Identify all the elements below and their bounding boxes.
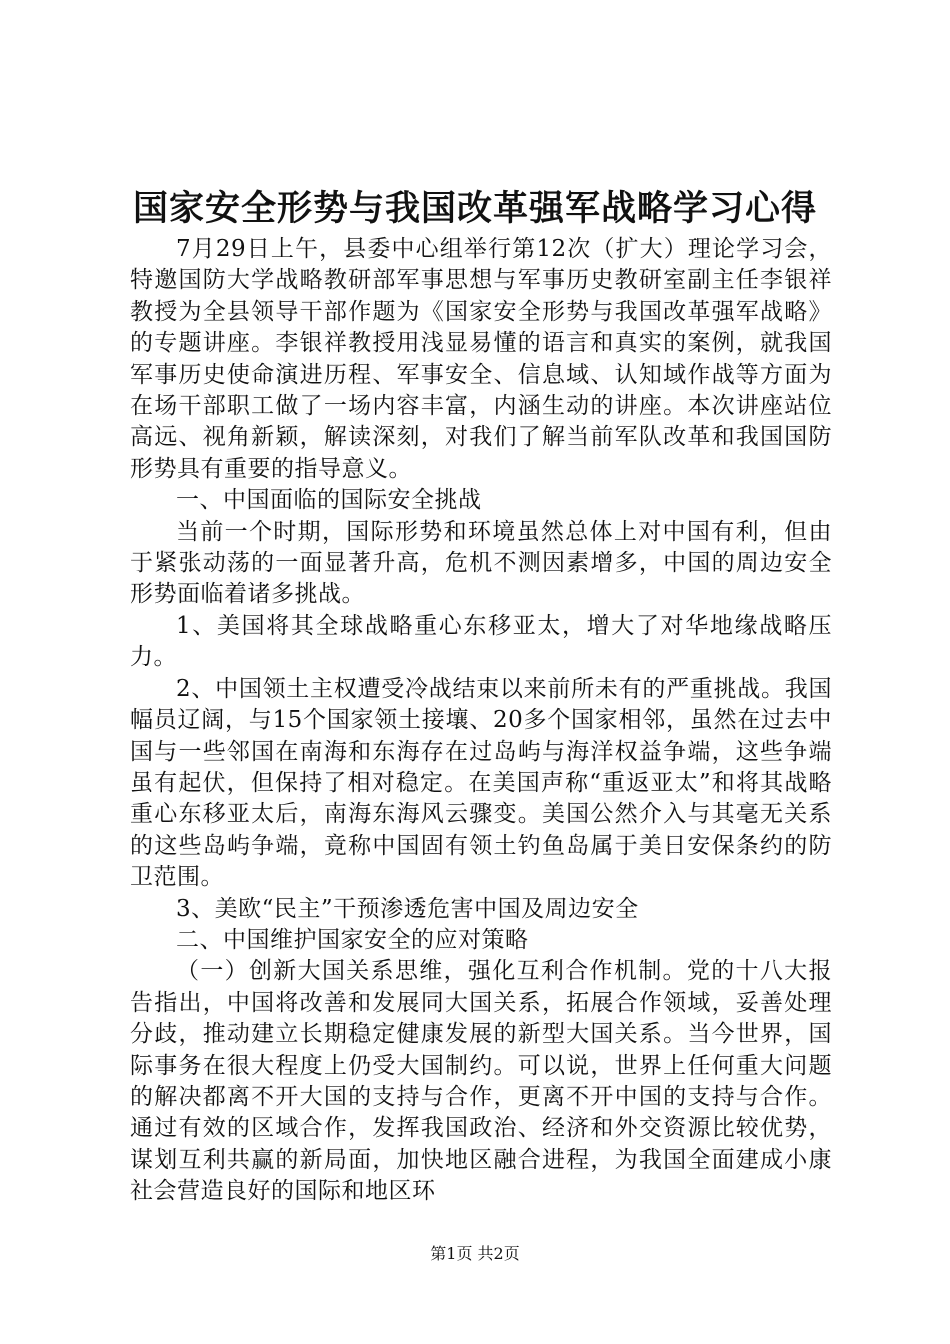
list-item-2: 2、中国领土主权遭受冷战结束以来前所未有的严重挑战。我国幅员辽阔，与15个国家领土接壤、20多个国家相邻，虽然在过去中国与一些邻国在南海和东海存在过岛屿与海洋权益争端，这些争端虽有起伏，但保持了相对稳定。在美国声称“重返亚太”和将其战略重心东移亚太后，南海东海风云骤变。美国公然介入与其毫无关系的这些岛屿争端，竟称中国固有领土钓鱼岛属于美日安保条约的防卫范围。 (130, 675, 832, 891)
page-footer: 第1页 共2页 (430, 1244, 520, 1263)
section-heading-2: 二、中国维护国家安全的应对策略 (176, 926, 529, 953)
paragraph-intro: 7月29日上午，县委中心组举行第12次（扩大）理论学习会，特邀国防大学战略教研部军事思想与军事历史教研室副主任李银祥教授为全县领导干部作题为《国家安全形势与我国改革强军战略》的专题讲座。李银祥教授用浅显易懂的语言和真实的案例，就我国军事历史使命演进历程、军事安全、信息域、认知域作战等方面为在场干部职工做了一场内容丰富，内涵生动的讲座。本次讲座站位高远、视角新颖，解读深刻，对我们了解当前军队改革和我国国防形势具有重要的指导意义。 (130, 236, 832, 482)
document-title: 国家安全形势与我国改革强军战略学习心得 (132, 188, 817, 229)
document-body (130, 234, 832, 1208)
list-item-1: 1、美国将其全球战略重心东移亚太，增大了对华地缘战略压力。 (130, 612, 832, 671)
paragraph-situation: 当前一个时期，国际形势和环境虽然总体上对中国有利，但由于紧张动荡的一面显著升高，危机不测因素增多，中国的周边安全形势面临着诸多挑战。 (130, 518, 832, 608)
list-item-3: 3、美欧“民主”干预渗透危害中国及周边安全 (176, 895, 639, 922)
section-heading-1: 一、中国面临的国际安全挑战 (176, 487, 482, 514)
paragraph-strategy-1: （一）创新大国关系思维，强化互利合作机制。党的十八大报告指出，中国将改善和发展同大国关系，拓展合作领域，妥善处理分歧，推动建立长期稳定健康发展的新型大国关系。当今世界，国际事务在很大程度上仍受大国制约。可以说，世界上任何重大问题的解决都离不开大国的支持与合作，更离不开中国的支持与合作。通过有效的区域合作，发挥我国政治、经济和外交资源比较优势，谋划互利共赢的新局面，加快地区融合进程，为我国全面建成小康社会营造良好的国际和地区环 (130, 958, 832, 1205)
